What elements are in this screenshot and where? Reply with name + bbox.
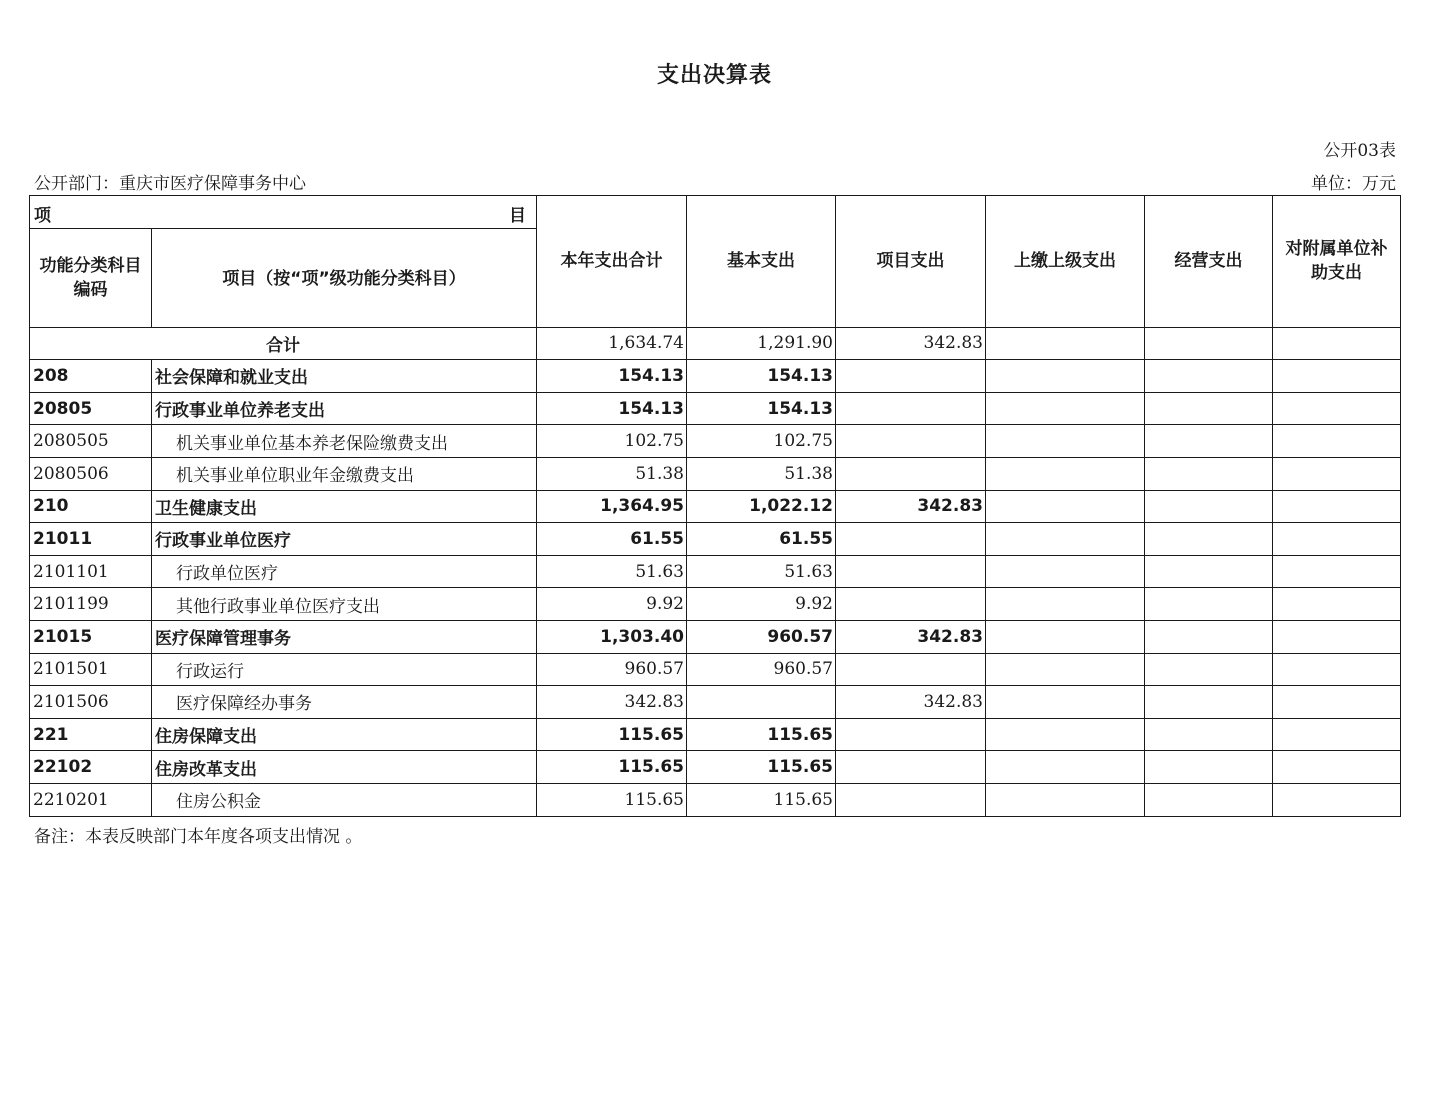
row-basic: 960.57: [687, 620, 836, 653]
total-business: [1145, 327, 1273, 360]
row-upper: [986, 718, 1145, 751]
row-basic: 51.63: [687, 555, 836, 588]
row-basic: 960.57: [687, 653, 836, 686]
row-upper: [986, 425, 1145, 458]
row-upper: [986, 783, 1145, 816]
row-project: [836, 653, 986, 686]
row-project: 342.83: [836, 490, 986, 523]
row-project: [836, 360, 986, 393]
row-subsidy: [1273, 555, 1401, 588]
row-basic: 154.13: [687, 360, 836, 393]
row-name: 其他行政事业单位医疗支出: [152, 588, 537, 621]
row-name: 住房公积金: [152, 783, 537, 816]
row-subsidy: [1273, 523, 1401, 556]
row-project: [836, 718, 986, 751]
row-basic: [687, 686, 836, 719]
row-total: 342.83: [537, 686, 687, 719]
row-subsidy: [1273, 718, 1401, 751]
row-name: 医疗保障经办事务: [152, 686, 537, 719]
header-total: 本年支出合计: [537, 196, 687, 328]
row-upper: [986, 457, 1145, 490]
row-name: 社会保障和就业支出: [152, 360, 537, 393]
row-subsidy: [1273, 686, 1401, 719]
row-business: [1145, 588, 1273, 621]
row-code: 2101506: [30, 686, 152, 719]
expenditure-table: [29, 195, 1401, 817]
table-row: [30, 686, 1401, 719]
table-row: [30, 523, 1401, 556]
row-project: [836, 751, 986, 784]
total-row: [30, 327, 1401, 360]
row-total: 1,303.40: [537, 620, 687, 653]
row-code: 2101101: [30, 555, 152, 588]
row-name: 住房保障支出: [152, 718, 537, 751]
row-basic: 115.65: [687, 783, 836, 816]
row-upper: [986, 751, 1145, 784]
header-code: 功能分类科目编码: [30, 228, 152, 327]
row-project: [836, 555, 986, 588]
row-subsidy: [1273, 360, 1401, 393]
row-name: 住房改革支出: [152, 751, 537, 784]
row-basic: 9.92: [687, 588, 836, 621]
total-subsidy: [1273, 327, 1401, 360]
table-row: [30, 490, 1401, 523]
row-upper: [986, 392, 1145, 425]
total-upper: [986, 327, 1145, 360]
row-total: 51.38: [537, 457, 687, 490]
row-code: 2080505: [30, 425, 152, 458]
row-name: 医疗保障管理事务: [152, 620, 537, 653]
header-name: 项目（按“项”级功能分类科目）: [152, 228, 537, 327]
table-row: [30, 425, 1401, 458]
row-upper: [986, 490, 1145, 523]
row-business: [1145, 457, 1273, 490]
row-name: 行政单位医疗: [152, 555, 537, 588]
row-basic: 1,022.12: [687, 490, 836, 523]
row-total: 61.55: [537, 523, 687, 556]
row-subsidy: [1273, 620, 1401, 653]
header-project: [30, 196, 537, 229]
row-code: 21015: [30, 620, 152, 653]
row-project: 342.83: [836, 620, 986, 653]
row-code: 2101501: [30, 653, 152, 686]
table-row: [30, 392, 1401, 425]
row-total: 102.75: [537, 425, 687, 458]
table-row: [30, 783, 1401, 816]
row-project: [836, 392, 986, 425]
table-row: [30, 620, 1401, 653]
row-code: 21011: [30, 523, 152, 556]
page-title: 支出决算表: [656, 63, 772, 88]
row-basic: 51.38: [687, 457, 836, 490]
row-business: [1145, 718, 1273, 751]
row-business: [1145, 490, 1273, 523]
row-code: 2080506: [30, 457, 152, 490]
row-subsidy: [1273, 457, 1401, 490]
row-code: 20805: [30, 392, 152, 425]
row-name: 卫生健康支出: [152, 490, 537, 523]
row-total: 51.63: [537, 555, 687, 588]
row-business: [1145, 523, 1273, 556]
row-business: [1145, 653, 1273, 686]
row-business: [1145, 360, 1273, 393]
row-name: 行政运行: [152, 653, 537, 686]
row-code: 2101199: [30, 588, 152, 621]
row-upper: [986, 555, 1145, 588]
table-row: [30, 457, 1401, 490]
table-row: [30, 653, 1401, 686]
row-upper: [986, 523, 1145, 556]
row-project: [836, 588, 986, 621]
table-row: [30, 718, 1401, 751]
header-basic: 基本支出: [687, 196, 836, 328]
row-basic: 154.13: [687, 392, 836, 425]
row-project: [836, 783, 986, 816]
row-upper: [986, 686, 1145, 719]
row-total: 154.13: [537, 392, 687, 425]
form-number: 公开03表: [1323, 141, 1396, 161]
header-project-left: 项: [34, 206, 51, 226]
row-code: 22102: [30, 751, 152, 784]
row-business: [1145, 751, 1273, 784]
row-subsidy: [1273, 392, 1401, 425]
row-business: [1145, 686, 1273, 719]
row-business: [1145, 392, 1273, 425]
row-total: 154.13: [537, 360, 687, 393]
row-business: [1145, 425, 1273, 458]
row-total: 115.65: [537, 751, 687, 784]
row-total: 115.65: [537, 718, 687, 751]
header-project-right: 目: [509, 206, 526, 226]
unit-label: 单位：万元: [1311, 174, 1396, 194]
header-subsidy: 对附属单位补助支出: [1273, 196, 1401, 328]
row-subsidy: [1273, 751, 1401, 784]
header-upper: 上缴上级支出: [986, 196, 1145, 328]
row-upper: [986, 620, 1145, 653]
row-total: 115.65: [537, 783, 687, 816]
row-name: 行政事业单位医疗: [152, 523, 537, 556]
row-total: 9.92: [537, 588, 687, 621]
row-subsidy: [1273, 425, 1401, 458]
row-subsidy: [1273, 490, 1401, 523]
row-upper: [986, 360, 1145, 393]
row-name: 机关事业单位基本养老保险缴费支出: [152, 425, 537, 458]
header-business: 经营支出: [1145, 196, 1273, 328]
row-project: [836, 457, 986, 490]
header-project-exp: 项目支出: [836, 196, 986, 328]
row-basic: 115.65: [687, 751, 836, 784]
row-basic: 115.65: [687, 718, 836, 751]
row-subsidy: [1273, 588, 1401, 621]
row-upper: [986, 588, 1145, 621]
row-code: 210: [30, 490, 152, 523]
row-business: [1145, 620, 1273, 653]
row-code: 2210201: [30, 783, 152, 816]
total-project: 342.83: [836, 327, 986, 360]
row-name: 机关事业单位职业年金缴费支出: [152, 457, 537, 490]
table-row: [30, 555, 1401, 588]
department-label: 公开部门：重庆市医疗保障事务中心: [34, 174, 306, 194]
row-business: [1145, 555, 1273, 588]
row-subsidy: [1273, 783, 1401, 816]
total-basic: 1,291.90: [687, 327, 836, 360]
row-basic: 61.55: [687, 523, 836, 556]
total-amount: 1,634.74: [537, 327, 687, 360]
table-row: [30, 588, 1401, 621]
table-row: [30, 751, 1401, 784]
row-business: [1145, 783, 1273, 816]
row-project: [836, 523, 986, 556]
row-total: 1,364.95: [537, 490, 687, 523]
row-upper: [986, 653, 1145, 686]
row-code: 221: [30, 718, 152, 751]
row-subsidy: [1273, 653, 1401, 686]
row-code: 208: [30, 360, 152, 393]
footnote: 备注：本表反映部门本年度各项支出情况 。: [34, 827, 363, 847]
row-project: [836, 425, 986, 458]
row-project: 342.83: [836, 686, 986, 719]
row-basic: 102.75: [687, 425, 836, 458]
row-name: 行政事业单位养老支出: [152, 392, 537, 425]
table-row: [30, 360, 1401, 393]
total-label: 合计: [30, 327, 537, 360]
row-total: 960.57: [537, 653, 687, 686]
